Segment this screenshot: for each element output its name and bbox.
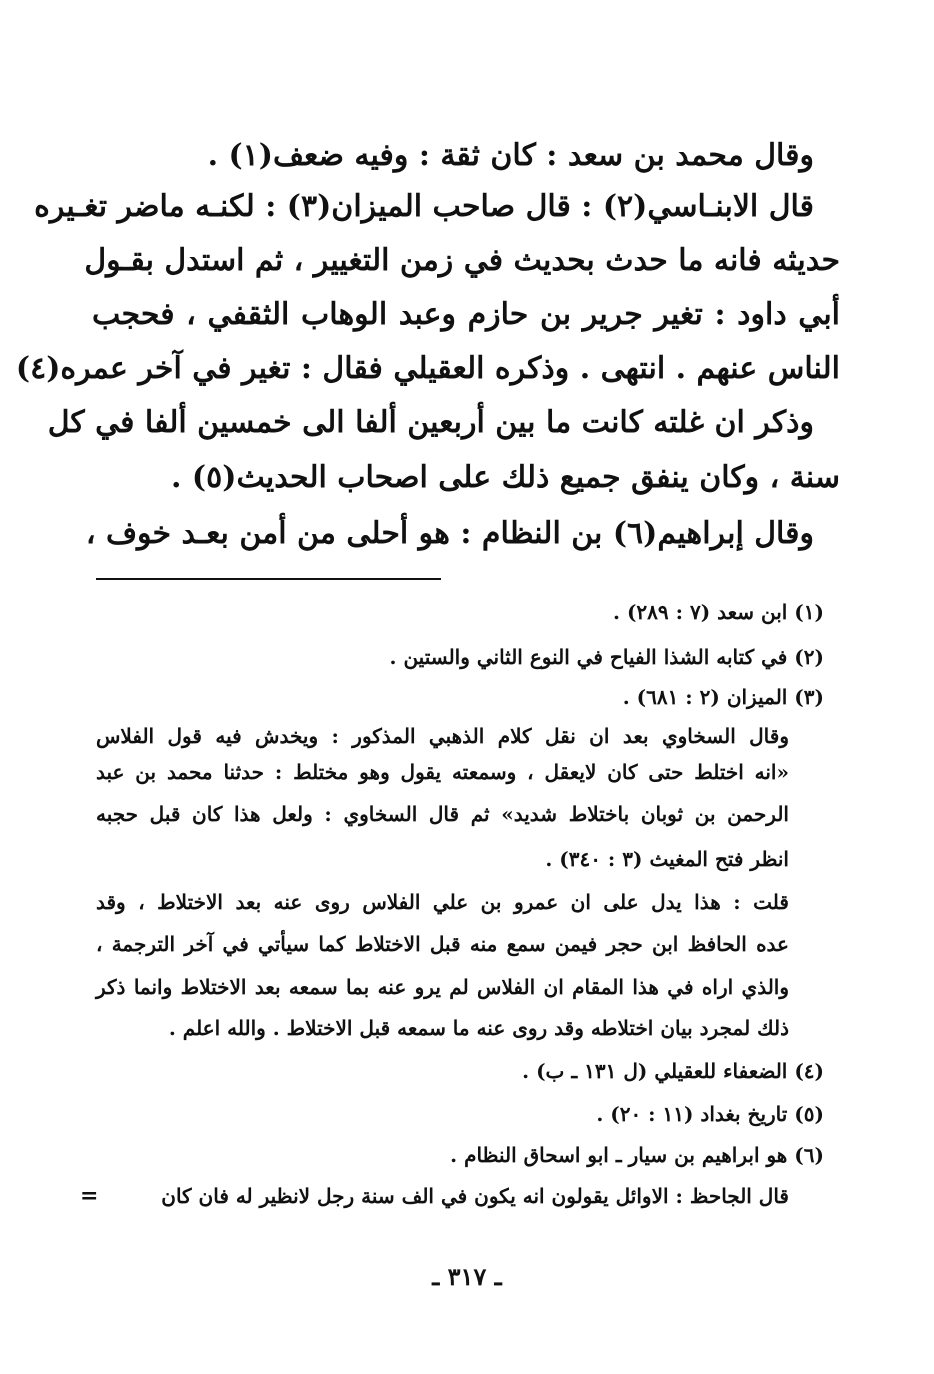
footnote-3-line-3: الرحمن بن ثوبان باختلاط شديد» ثم قال السخاوي : ولعل هذا كان قبل حجبه xyxy=(96,802,789,826)
main-text-line-5: الناس عنهم . انتهى . وذكره العقيلي فقال : تغير في آخر عمره(٤) xyxy=(15,351,840,386)
main-text-line-7: سنة ، وكان ينفق جميع ذلك على اصحاب الحديث(٥) . xyxy=(171,460,840,495)
footnote-3: (٣) الميزان (٢ : ٦٨١) . xyxy=(622,685,824,709)
footnote-6: (٦) هو ابراهيم بن سيار ـ ابو اسحاق النظام . xyxy=(450,1143,824,1167)
footnote-6-line-1: قال الجاحظ : الاوائل يقولون انه يكون في الف سنة رجل لانظير له فان كان xyxy=(161,1184,789,1208)
footnote-4: (٤) الضعفاء للعقيلي (ل ١٣١ ـ ب) . xyxy=(522,1059,824,1083)
footnote-3-line-8: ذلك لمجرد بيان اختلاطه وقد روى عنه ما سمعه قبل الاختلاط . والله اعلم . xyxy=(168,1016,789,1040)
footnote-3-line-1: وقال السخاوي بعد ان نقل كلام الذهبي المذكور : ويخدش فيه قول الفلاس xyxy=(96,724,789,748)
footnote-5: (٥) تاريخ بغداد (١١ : ٢٠) . xyxy=(596,1102,824,1126)
page-number: ـ ٣١٧ ـ xyxy=(432,1262,502,1291)
footnote-3-line-6: عده الحافظ ابن حجر فيمن سمع منه قبل الاختلاط كما سيأتي في آخر الترجمة ، xyxy=(96,932,789,956)
main-text-line-8: وقال إبراهيم(٦) بن النظام : هو أحلى من أمن بعـد خوف ، xyxy=(85,516,814,551)
main-text-line-1: وقال محمد بن سعد : كان ثقة : وفيه ضعف(١) . xyxy=(207,138,814,173)
continuation-mark: = xyxy=(80,1183,99,1209)
footnote-3-line-7: والذي اراه في هذا المقام ان الفلاس لم يرو عنه بما سمعه بعد الاختلاط وانما ذكر xyxy=(96,975,789,999)
footnote-3-line-5: قلت : هذا يدل على ان عمرو بن علي الفلاس روى عنه بعد الاختلاط ، وقد xyxy=(96,890,789,914)
main-text-line-3: حديثه فانه ما حدث بحديث في زمن التغيير ، ثم استدل بقـول xyxy=(84,243,840,278)
main-text-line-4: أبي داود : تغير جرير بن حازم وعبد الوهاب الثقفي ، فحجب xyxy=(92,297,840,332)
main-text-line-6: وذكر ان غلته كانت ما بين أربعين ألفا الى خمسين ألفا في كل xyxy=(47,405,814,440)
main-text-line-2: قال الابنـاسي(٢) : قال صاحب الميزان(٣) : لكنـه ماضر تغـيره xyxy=(34,189,814,224)
footnote-3-line-4: انظر فتح المغيث (٣ : ٣٤٠) . xyxy=(545,847,789,871)
footnote-2: (٢) في كتابه الشذا الفياح في النوع الثاني والستين . xyxy=(389,645,824,669)
footnote-1: (١) ابن سعد (٧ : ٢٨٩) . xyxy=(613,600,824,624)
footnote-3-line-2: «انه اختلط حتى كان لايعقل ، وسمعته يقول وهو مختلط : حدثنا محمد بن عبد xyxy=(96,760,789,784)
footnote-divider xyxy=(96,578,441,580)
